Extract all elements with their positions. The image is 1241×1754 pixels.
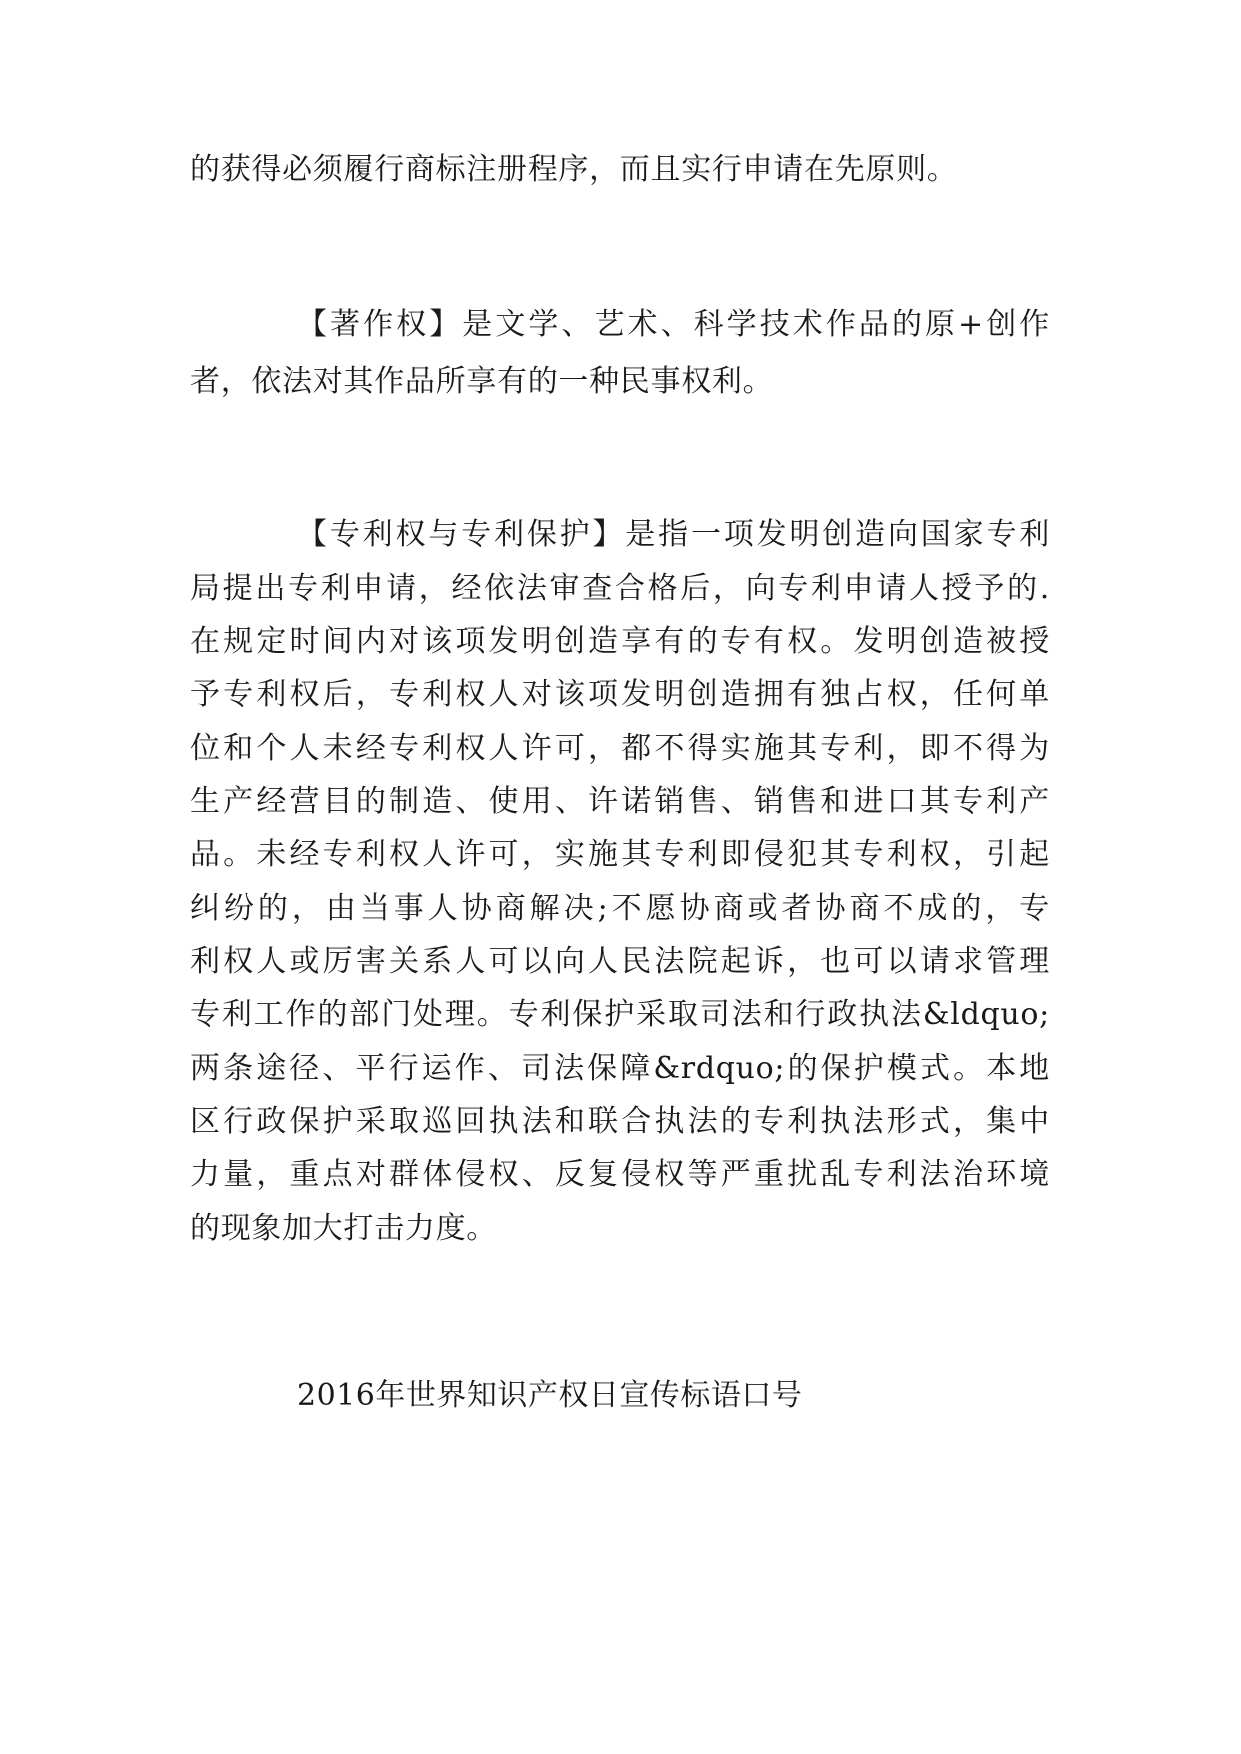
copyright-paragraph-line: 者，依法对其作品所享有的一种民事权利。 bbox=[190, 364, 774, 399]
section-heading: 2016年世界知识产权日宣传标语口号 bbox=[297, 1378, 803, 1413]
patent-paragraph-line: 的现象加大打击力度。 bbox=[190, 1211, 497, 1246]
trademark-paragraph-line: 的获得必须履行商标注册程序，而且实行申请在先原则。 bbox=[190, 152, 958, 187]
patent-paragraph-line: 位和个人未经专利权人许可，都不得实施其专利，即不得为 bbox=[190, 731, 1050, 766]
patent-paragraph-line: 生产经营目的制造、使用、许诺销售、销售和进口其专利产 bbox=[190, 784, 1050, 819]
patent-paragraph-line: 在规定时间内对该项发明创造享有的专有权。发明创造被授 bbox=[190, 624, 1050, 659]
patent-paragraph-line: 两条途径、平行运作、司法保障&rdquo;的保护模式。本地 bbox=[190, 1051, 1050, 1086]
patent-paragraph-line: 【专利权与专利保护】是指一项发明创造向国家专利 bbox=[297, 517, 1050, 552]
patent-paragraph-line: 局提出专利申请，经依法审查合格后，向专利申请人授予的. bbox=[190, 571, 1050, 606]
patent-paragraph-line: 区行政保护采取巡回执法和联合执法的专利执法形式，集中 bbox=[190, 1104, 1050, 1139]
patent-paragraph-line: 品。未经专利权人许可，实施其专利即侵犯其专利权，引起 bbox=[190, 837, 1050, 872]
patent-paragraph-line: 利权人或厉害关系人可以向人民法院起诉，也可以请求管理 bbox=[190, 944, 1050, 979]
patent-paragraph-line: 力量，重点对群体侵权、反复侵权等严重扰乱专利法治环境 bbox=[190, 1157, 1050, 1192]
patent-paragraph-line: 专利工作的部门处理。专利保护采取司法和行政执法&ldquo; bbox=[190, 997, 1050, 1032]
copyright-paragraph-line: 【著作权】是文学、艺术、科学技术作品的原+创作 bbox=[297, 307, 1050, 342]
patent-paragraph-line: 予专利权后，专利权人对该项发明创造拥有独占权，任何单 bbox=[190, 677, 1050, 712]
patent-paragraph-line: 纠纷的，由当事人协商解决;不愿协商或者协商不成的，专 bbox=[190, 891, 1050, 926]
